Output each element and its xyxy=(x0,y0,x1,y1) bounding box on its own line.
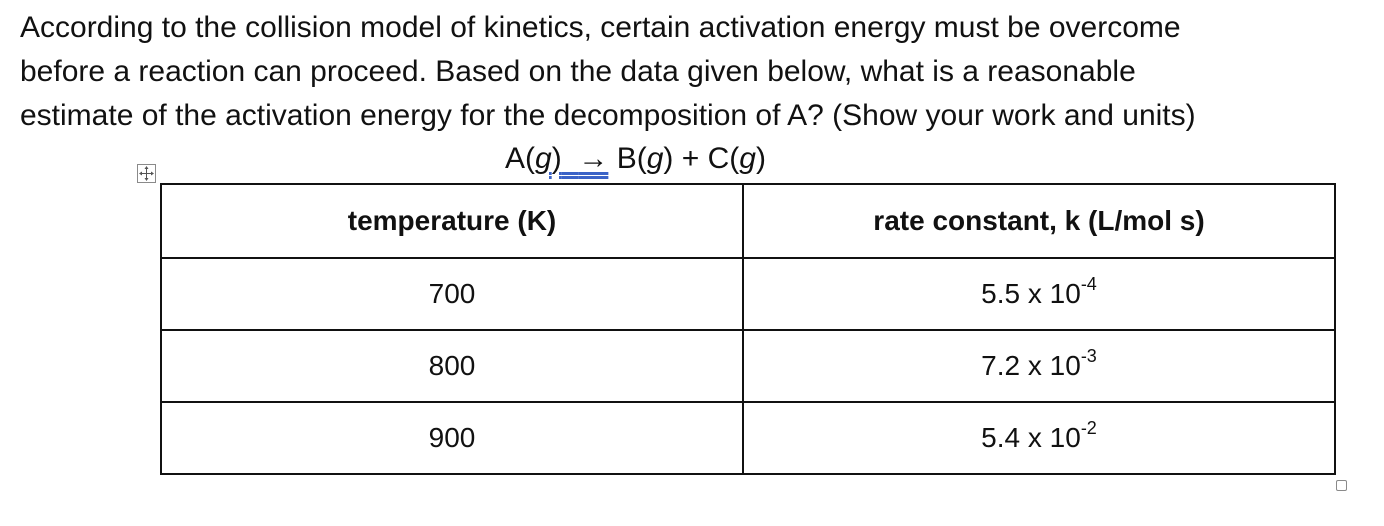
cell-rate-constant: 5.5 x $10^{-4}$ xyxy=(743,258,1335,330)
header-rate-constant: rate constant, k (L/mol s) xyxy=(743,184,1335,258)
reaction-arrow: → xyxy=(578,142,609,175)
exponent: -3 xyxy=(1080,346,1097,366)
product-b: B(g) xyxy=(616,142,674,175)
resize-square-icon[interactable] xyxy=(1336,480,1347,491)
cell-temperature: 900 xyxy=(161,402,743,474)
cell-rate-constant: 5.4 x $10^{-2}$ xyxy=(743,402,1335,474)
question-line-3: estimate of the activation energy for the decomposition of A? (Show your work and units) xyxy=(20,99,1196,132)
table-row xyxy=(161,258,1335,330)
question-line-1: According to the collision model of kinetics, certain activation energy must be overcome xyxy=(20,11,1181,44)
reactant-a: A(g) → xyxy=(505,142,609,175)
cell-rate-constant: 7.2 x $10^{-3}$ xyxy=(743,330,1335,402)
product-c: C(g) xyxy=(707,142,766,175)
question-text xyxy=(20,6,1370,138)
exponent: -4 xyxy=(1080,274,1097,294)
move-arrows-icon[interactable] xyxy=(137,164,156,183)
header-temperature: temperature (K) xyxy=(161,184,743,258)
state-gas: g xyxy=(535,142,552,175)
table-row xyxy=(161,330,1335,402)
kinetics-data-table xyxy=(160,183,1336,475)
cell-temperature: 800 xyxy=(161,330,743,402)
table-header-row xyxy=(161,184,1335,258)
plus-sign: + xyxy=(681,142,700,175)
table-row xyxy=(161,402,1335,474)
exponent: -2 xyxy=(1080,418,1097,438)
reaction-equation xyxy=(505,141,766,177)
cell-temperature: 700 xyxy=(161,258,743,330)
question-line-2: before a reaction can proceed. Based on the data given below, what is a reasonable xyxy=(20,55,1136,88)
